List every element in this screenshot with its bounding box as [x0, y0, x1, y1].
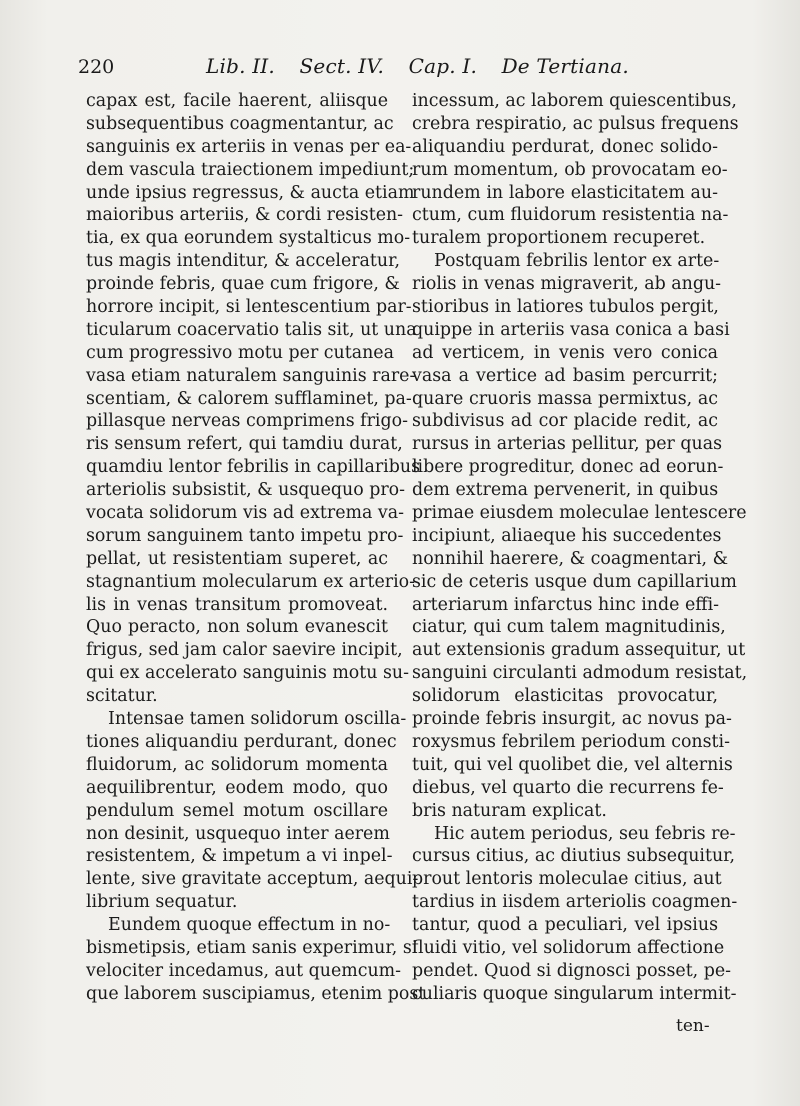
text-line: turalem proportionem recuperet. — [412, 228, 706, 249]
text-line: culiaris quoque singularum intermit- — [412, 983, 737, 1004]
text-line: tus magis intenditur, & acceleratur, — [86, 251, 401, 272]
text-line: quare cruoris massa permixtus, ac — [412, 388, 718, 409]
text-line: aliquandiu perdurat, donec solido- — [412, 136, 718, 157]
text-line: horrore incipit, si lentescentium par- — [86, 297, 412, 318]
text-line: diebus, vel quarto die recurrens fe- — [412, 777, 724, 798]
text-line: crebra respiratio, ac pulsus frequens — [412, 113, 739, 134]
text-line: arteriarum infarctus hinc inde effi- — [412, 594, 720, 615]
text-line: vasa etiam naturalem sanguinis rare- — [86, 365, 416, 386]
text-line: sic de ceteris usque dum capillarium — [412, 571, 737, 592]
text-line: quamdiu lentor febrilis in capillaribus — [86, 457, 420, 478]
text-line: pendulum semel motum oscillare — [86, 800, 388, 821]
text-line: aut extensionis gradum assequitur, ut — [412, 640, 746, 661]
text-line: ris sensum refert, qui tamdiu durat, — [86, 434, 403, 455]
text-line: incipiunt, aliaeque his succedentes — [412, 525, 722, 546]
text-line: primae eiusdem moleculae lentescere — [412, 503, 747, 524]
text-line: pendet. Quod si dignosci posset, pe- — [412, 960, 732, 981]
text-line: rursus in arterias pellitur, per quas — [412, 434, 722, 455]
running-header — [78, 52, 728, 82]
text-line: ciatur, qui cum talem magnitudinis, — [412, 617, 726, 638]
text-line: maioribus arteriis, & cordi resisten- — [86, 205, 404, 226]
text-line: unde ipsius regressus, & aucta etiam — [86, 182, 415, 203]
text-line: fluidorum, ac solidorum momenta — [86, 754, 388, 775]
text-line: solidorum elasticitas provocatur, — [412, 686, 718, 707]
text-line: tia, ex qua eorundem systalticus mo- — [86, 228, 411, 249]
text-line: stioribus in latiores tubulos pergit, — [412, 297, 719, 318]
text-line: bismetipsis, etiam sanis experimur, si — [86, 937, 418, 958]
running-title — [206, 54, 647, 78]
text-line: scitatur. — [86, 686, 158, 707]
text-line: stagnantium molecularum ex arterio- — [86, 571, 415, 592]
text-line: Eundem quoque effectum in no- — [108, 915, 391, 936]
text-line: pellat, ut resistentiam superet, ac — [86, 548, 388, 569]
text-line: Postquam febrilis lentor ex arte- — [434, 251, 720, 272]
text-line: riolis in venas migraverit, ab angu- — [412, 274, 722, 295]
text-line: vasa a vertice ad basim percurrit; — [412, 365, 718, 386]
left-text-column — [86, 90, 426, 1006]
text-line: que laborem suscipiamus, etenim post — [86, 983, 426, 1004]
sectio-label: Sect. IV. — [299, 54, 385, 78]
text-line: fluidi vitio, vel solidorum affectione — [412, 937, 725, 958]
text-line: proinde febris, quae cum frigore, & — [86, 274, 400, 295]
text-line: ticularum coacervatio talis sit, ut una — [86, 319, 417, 340]
text-line: sanguinis ex arteriis in venas per ea- — [86, 136, 412, 157]
text-line: resistentem, & impetum a vi inpel- — [86, 846, 393, 867]
text-line: Hic autem periodus, seu febris re- — [434, 823, 736, 844]
text-line: Quo peracto, non solum evanescit — [86, 617, 388, 638]
text-line: arteriolis subsistit, & usquequo pro- — [86, 480, 406, 501]
text-line: frigus, sed jam calor saevire incipit, — [86, 640, 403, 661]
text-line: libere progreditur, donec ad eorun- — [412, 457, 724, 478]
text-line: capax est, facile haerent, aliisque — [86, 91, 388, 111]
text-line: lente, sive gravitate acceptum, aequi- — [86, 869, 419, 890]
catchword: ten- — [676, 1016, 710, 1036]
text-line: nonnihil haerere, & coagmentari, & — [412, 548, 729, 569]
text-line: pillasque nerveas comprimens frigo- — [86, 411, 408, 432]
text-line: vocata solidorum vis ad extrema va- — [86, 503, 404, 524]
text-line: tiones aliquandiu perdurant, donec — [86, 731, 397, 752]
text-line: qui ex accelerato sanguinis motu su- — [86, 663, 409, 684]
caput-label: Cap. I. — [408, 54, 477, 78]
text-line: subdivisus ad cor placide redit, ac — [412, 411, 718, 432]
text-line: roxysmus febrilem periodum consti- — [412, 731, 730, 752]
text-line: aequilibrentur, eodem modo, quo — [86, 777, 388, 798]
text-line: subsequentibus coagmentantur, ac — [86, 113, 394, 134]
text-line: Intensae tamen solidorum oscilla- — [108, 709, 407, 730]
text-line: bris naturam explicat. — [412, 800, 607, 821]
text-line: lis in venas transitum promoveat. — [86, 594, 388, 615]
text-line: dem vascula traiectionem impediunt; — [86, 159, 415, 180]
text-line: rundem in labore elasticitatem au- — [412, 182, 718, 203]
liber-label: Lib. II. — [206, 54, 275, 78]
text-line: cum progressivo motu per cutanea — [86, 342, 394, 363]
text-line: proinde febris insurgit, ac novus pa- — [412, 709, 732, 730]
chapter-title: De Tertiana. — [501, 54, 629, 78]
text-line: tardius in iisdem arteriolis coagmen- — [412, 892, 738, 913]
text-line: dem extrema pervenerit, in quibus — [412, 480, 719, 501]
text-line: tuit, qui vel quolibet die, vel alternis — [412, 754, 733, 775]
text-line: librium sequatur. — [86, 892, 238, 913]
text-line: incessum, ac laborem quiescentibus, — [412, 91, 737, 111]
text-line: ctum, cum fluidorum resistentia na- — [412, 205, 729, 226]
text-line: ad verticem, in venis vero conica — [412, 342, 718, 363]
text-line: velociter incedamus, aut quemcum- — [86, 960, 402, 981]
page-number: 220 — [78, 56, 115, 78]
text-line: cursus citius, ac diutius subsequitur, — [412, 846, 736, 867]
text-line: quippe in arteriis vasa conica a basi — [412, 319, 730, 340]
right-text-column — [412, 90, 748, 1006]
text-line: tantur, quod a peculiari, vel ipsius — [412, 915, 718, 936]
text-line: non desinit, usquequo inter aerem — [86, 823, 390, 844]
text-line: sanguini circulanti admodum resistat, — [412, 663, 748, 684]
text-line: scentiam, & calorem sufflaminet, pa- — [86, 388, 412, 409]
text-line: prout lentoris moleculae citius, aut — [412, 869, 722, 890]
text-line: sorum sanguinem tanto impetu pro- — [86, 525, 404, 546]
text-line: rum momentum, ob provocatam eo- — [412, 159, 728, 180]
